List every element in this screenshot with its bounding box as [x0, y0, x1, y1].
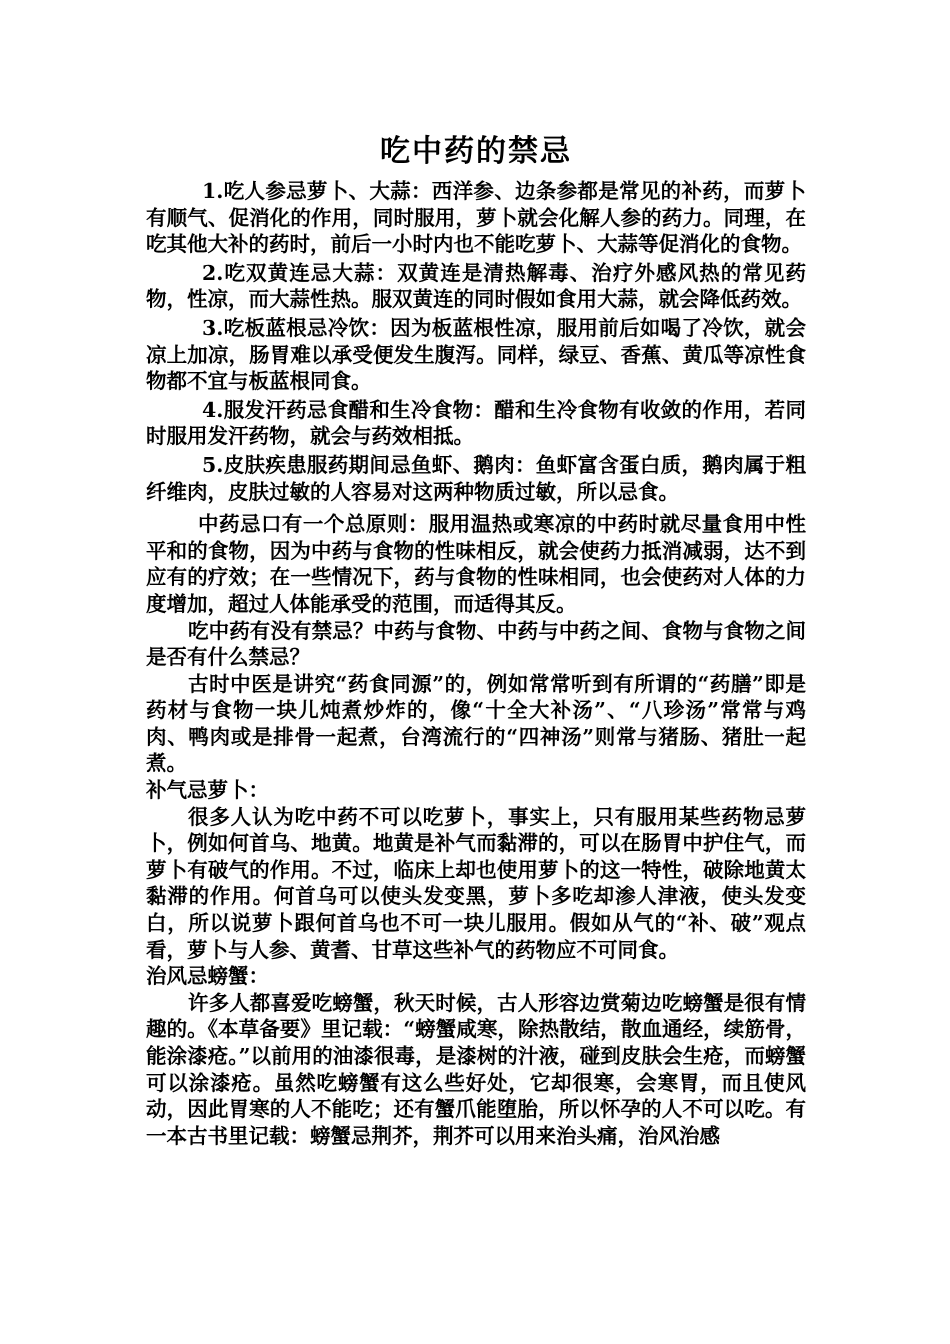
- page-title: 吃中药的禁忌: [380, 134, 572, 169]
- ancient-paragraph: 古时中医是讲究“药食同源”的，例如常常听到有所谓的“药膳”即是药材与食物一块儿炖煮炒炸的，像“十全大补汤”、“八珍汤”常常与鸡肉、鸭肉或是排骨一起煮，台湾流行的“四神汤”则常与猪肠、猪肚一起煮。: [146, 671, 806, 776]
- document-page: [146, 130, 806, 1149]
- question-paragraph: 吃中药有没有禁忌？中药与食物、中药与中药之间、食物与食物之间是否有什么禁忌？: [146, 618, 806, 670]
- section-heading-tonify-qi: 补气忌萝卜：: [146, 778, 269, 803]
- item-3: 3.吃板蓝根忌冷饮：因为板蓝根性凉，服用前后如喝了冷饮，就会凉上加凉，肠胃难以承受便发生腹泻。同样，绿豆、香蕉、黄瓜等凉性食物都不宜与板蓝根同食。: [146, 315, 806, 394]
- item-1: 1.吃人参忌萝卜、大蒜：西洋参、边条参都是常见的补药，而萝卜有顺气、促消化的作用，同时服用，萝卜就会化解人参的药力。同理，在吃其他大补的药时，前后一小时内也不能吃萝卜、大蒜等促消化的食物。: [146, 179, 806, 257]
- section-heading-treat-wind: 治风忌螃蟹：: [146, 964, 269, 989]
- principle-paragraph: 中药忌口有一个总原则：服用温热或寒凉的中药时就尽量食用中性平和的食物，因为中药与食物的性味相反，就会使药力抵消减弱，达不到应有的疗效；在一些情况下，药与食物的性味相同，也会使药对人体的力度增加，超过人体能承受的范围，而适得其反。: [146, 512, 806, 616]
- item-2: 2.吃双黄连忌大蒜：双黄连是清热解毒、治疗外感风热的常见药物，性凉，而大蒜性热。服双黄连的同时假如食用大蒜，就会降低药效。: [146, 260, 806, 312]
- section-body-treat-wind: 许多人都喜爱吃螃蟹，秋天时候，古人形容边赏菊边吃螃蟹是很有情趣的。《本草备要》里记载：“螃蟹咸寒，除热散结，散血通经，续筋骨，能涂漆疮。”以前用的油漆很毒，是漆树的汁液，碰到皮肤会生疮，而螃蟹可以涂漆疮。虽然吃螃蟹有这么些好处，它却很寒，会寒胃，而且使风动，因此胃寒的人不能吃；还有蟹爪能堕胎，所以怀孕的人不可以吃。有一本古书里记载：螃蟹忌荆芥，荆芥可以用来治头痛，治风治感: [146, 990, 806, 1148]
- item-4: 4.服发汗药忌食醋和生冷食物：醋和生冷食物有收敛的作用，若同时服用发汗药物，就会与药效相抵。: [146, 397, 806, 449]
- item-5: 5.皮肤疾患服药期间忌鱼虾、鹅肉：鱼虾富含蛋白质，鹅肉属于粗纤维肉，皮肤过敏的人容易对这两种物质过敏，所以忌食。: [146, 452, 806, 504]
- section-body-tonify-qi: 很多人认为吃中药不可以吃萝卜，事实上，只有服用某些药物忌萝卜，例如何首乌、地黄。地黄是补气而黏滞的，可以在肠胃中护住气，而萝卜有破气的作用。不过，临床上却也使用萝卜的这一特性，破除地黄太黏滞的作用。何首乌可以使头发变黑，萝卜多吃却渗人津液，使头发变白，所以说萝卜跟何首乌也不可一块儿服用。假如从气的“补、破”观点看，萝卜与人参、黄耆、甘草这些补气的药物应不可同食。: [146, 804, 806, 962]
